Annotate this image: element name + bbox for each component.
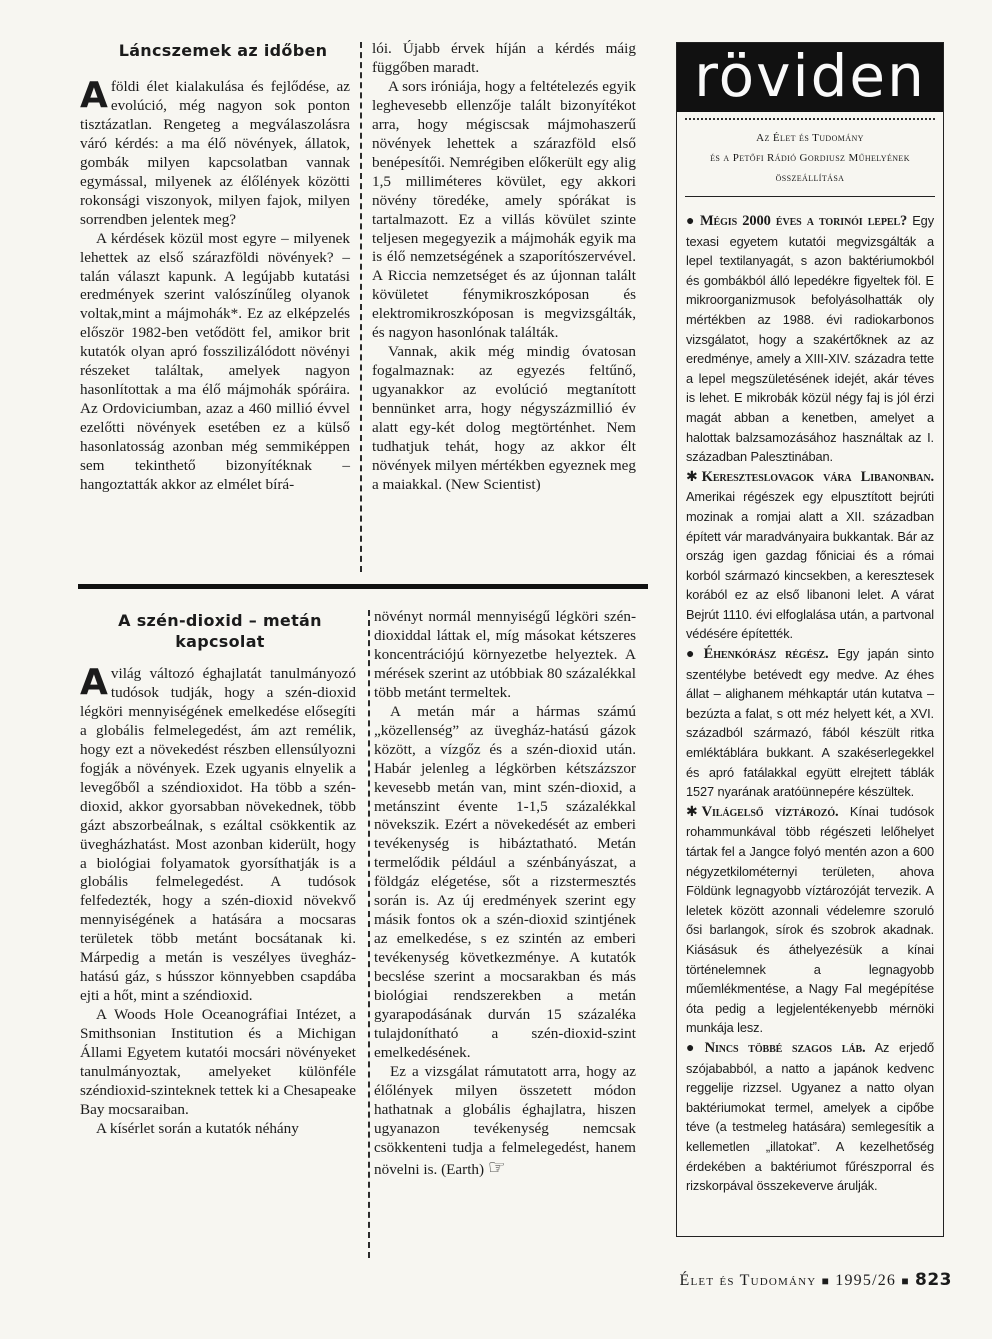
paragraph: Vannak, akik még mindig óvatosan fogalmaznak: az egyezés feltűnő, ugyanakkor az evolúció megtanított bennünket arra, hogy négyszázmillió év alatt egy-két dolog megtörténhet. Nem tudhatjuk tehát, hogy az akkor élt növények milyen mértékben egyeznek meg a maiakkal. (New Scientist) bbox=[372, 343, 636, 493]
news-item bbox=[686, 802, 934, 1038]
paragraph-text: Ez a vizsgálat rámutatott arra, hogy az élőlények milyen összetett módon hathatnak a globális éghajlatra, hiszen ugyanazon tevékenység nemcsak csökkenteni tudja a felmelegedést, hanem növelni is. (Earth) bbox=[374, 1062, 636, 1178]
dropcap: A bbox=[80, 75, 108, 116]
paragraph: A kísérlet során a kutatók néhány bbox=[96, 1119, 299, 1137]
news-item bbox=[686, 211, 934, 467]
asterisk-icon: ✱ bbox=[686, 467, 698, 484]
paragraph: világ változó éghajlatát tanulmányozó tudósok tudják, hogy a szén-dioxid légköri mennyiségének emelkedése elősegíti a globális felmelegedést, ám azt remélik, hogy ezt a növekedést részben ellensúlyozni fogják a növények. Ezek ugyanis elnyelik a levegőből a széndioxidot. Ha több a szén-dioxid, akkor gyorsabban növekednek, több gázt abszorbeálnak, s ezáltal csökkentik az üvegházhatást. Most azonban kiderült, hogy a biológiai folyamatok gyorsíthatják is a globális felmelegedést. A tudósok felfedezték, hogy a szén-dioxid növekvő mennyiségének a hatására a mocsaras területek több metánt bocsátanak ki. Márpedig a metán is veszélyes üvegház-hatású gáz, s hússzor könnyebben csapdába ejti a hőt, mint a széndioxid. bbox=[80, 665, 356, 1005]
asterisk-icon: ✱ bbox=[686, 802, 698, 819]
news-item bbox=[686, 1038, 934, 1196]
paragraph: földi élet kialakulása és fejlődése, az evolúció, még nagyon sok ponton tisztázatlan. Rengeteg a megválaszolásra váró kérdés: a ma élő növények, állatok, gombák milyen kapcsolatban vannak egymással, milyenek az élőlények közötti rokonsági viszonyok, milyen fajok, milyen sorrendben jelentek meg? bbox=[80, 78, 350, 228]
section-rule bbox=[78, 584, 648, 589]
article-2-col-1 bbox=[80, 662, 356, 1139]
news-item-heading: Éhenkórász régész. bbox=[703, 646, 829, 663]
article-2-headline: A szén-dioxid – metán kapcsolat bbox=[118, 611, 322, 651]
dotted-rule bbox=[685, 118, 935, 120]
paragraph: A Woods Hole Oceanográfiai Intézet, a Smithsonian Institution és a Michigan Állami Egyetem kutatói mocsári növényeket tanulmányoztak, amelyeket különféle széndioxid-szinteknek tettek ki a Chesapeake Bay mocsaraiban. bbox=[80, 1006, 356, 1118]
article-1-col-2 bbox=[372, 40, 636, 495]
news-item-text: Kínai tudósok rohammunkával több régészeti lelőhelyet tártak fel a Jangce folyó mentén azon a 600 négyzetkilométernyi területen, ahova Földünk legnagyobb víztározóját tervezik. A leletek között azonnali védelemre szoruló ősi barlangok, sírok és szobrok akadnak. Kiásásuk és áthelyezésük a kínai történelemnek a legnagyobb műemlékmentése, a Nagy Fal megépítése óta pedig a legjelentékenyebb mérnöki munkája lesz. bbox=[686, 803, 935, 1036]
article-1-col-1 bbox=[80, 75, 350, 495]
news-item-heading: Világelső víztározó. bbox=[701, 803, 839, 820]
page-number: 823 bbox=[915, 1270, 952, 1290]
news-item-heading: Nincs többé szagos láb. bbox=[704, 1039, 866, 1056]
paragraph: A metán már a hármas számú „közellenség” az üvegház-hatású gázok között, a vízgőz és a szén-dioxid után. Habár jelenleg a légkörben kétszázszor kevesebb metán van, mint szén-dioxid, a metánszint évente 1-1,5 százalékkal növekszik. Ezért a növekedését az emberi tevékenység is hibáztatható. Metán termelődik például a szénbányászat, a földgáz elégetése, sőt a rizstermesztés során is. Az új eredmények szerint egy másik fontos ok a szén-dioxid szintjének az emelkedése, s ez szintén az emberi tevékenység következménye. A kutatók becslése szerint a mocsarakban és más biológiai rendszerekben a metán gyarapodásának durván 15 százaléka tulajdonítható a szén-dioxid-szint emelkedésének. bbox=[374, 702, 636, 1061]
paragraph: A kérdések közül most egyre – milyenek lehettek az első szárazföldi növények? – talán választ kapunk. A legújabb kutatási eredmények szerint valószínűleg olyanok voltak,mint a májmohák*. Ez az elképzelés először 1982-ben vetődött fel, amikor brit kutatók olyan apró fosszilizálódott növényi részeket találtak, amelyek nagyon hasonlítottak a ma élő májmohák spóráira. Az Ordoviciumban, azaz a 460 millió évvel ezelőtti növények esetében ez a külső hasonlatosság azonban még semmiképpen sem tekinthető bizonyítéknak – hangoztatták akkor az elmélet bírá- bbox=[80, 229, 350, 494]
separator-square: ■ bbox=[821, 1274, 831, 1288]
magazine-name: Élet és Tudomány bbox=[679, 1272, 817, 1289]
paragraph: növényt normál mennyiségű légköri szén-dioxiddal láttak el, míg másokat kétszeres koncentrációjú környezetbe helyeztek. A mérések szerint az utóbbiak 80 százalékkal több metánt termeltek. bbox=[374, 608, 636, 701]
column-divider bbox=[368, 610, 370, 1258]
issue-number: 1995/26 bbox=[835, 1272, 897, 1289]
article-2-col-2 bbox=[374, 608, 636, 1180]
bullet-icon: ● bbox=[686, 1038, 701, 1055]
article-1-headline: Láncszemek az időben bbox=[118, 41, 328, 60]
bullet-icon: ● bbox=[686, 212, 696, 228]
news-item-text: Egy texasi egyetem kutatói megvizsgálták a lepel textilanyagát, s azon baktériumokból és gombákból álló lepedékre figyeltek föl. E mikroorganizmusok befolyásolhatták oly mértékben az 1988. évi radiokarbonos vizsgálatot, hogy a szakértőknek az az eredménye, amely a XIII-XIV. századra tette a lepel megszületésének idejét, akár téves is lehet. E mikrobák közül négy faj is jól érzi magát abban a kenetben, amelyet a halottak balzsamozásához használtak az I. században Palesztinában. bbox=[686, 213, 935, 465]
news-item-text: Az erjedő szójababból, a natto a japánok kedvenc reggelije rizzsel. Ugyanez a natto olyan baktériumokat termel, amelyek a cipőbe téve (a testmeleg hatására) semlegesítik a kellemetlen „illatokat”. A kezelhetőség érdekében a baktériumot fűrészporral és rizskorpával összekeverve árulják. bbox=[686, 1039, 934, 1194]
bullet-icon: ● bbox=[686, 645, 700, 662]
column-divider bbox=[360, 42, 362, 572]
news-item-heading: Mégis 2000 éves a torinói lepel? bbox=[699, 213, 908, 229]
separator-square: ■ bbox=[901, 1274, 910, 1288]
paragraph: lói. Újabb érvek híján a kérdés máig függőben maradt. bbox=[372, 40, 636, 76]
paragraph bbox=[374, 1063, 636, 1180]
dropcap: A bbox=[80, 662, 108, 703]
credit-line: összeállítása bbox=[775, 172, 845, 184]
news-items bbox=[677, 197, 943, 1196]
paragraph: A sors iróniája, hogy a feltételezés egyik leghevesebb ellenzője talált bizonyítékot arra, hogy mégiscsak májmohaszerű növények lehettek a szárazföld első benépesítői. Nemrégiben előkerült egy alig 1,5 milliméteres kövület, egy akkori növény töredéke, amely spórákat is tartalmazott. Ez a villás kövület szinte teljesen megegyezik a májmohák egyik ma is élő nemzetségének a szaporítószervével. A Riccia nemzetséget és az újonnan talált kövületet fénymikroszkóposan és elektromikroszkóposan is megvizsgálták, és nagyon hasonlónak találták. bbox=[372, 77, 636, 342]
sidebar-credit bbox=[677, 128, 943, 188]
credit-line: Az Élet és Tudomány bbox=[756, 132, 864, 144]
pointing-hand-icon: ☞ bbox=[487, 1154, 506, 1179]
news-item bbox=[686, 644, 934, 802]
news-item-text: Amerikai régészek egy elpusztított bejrúti mozinak a romjai alatt a XII. században épített vár maradványaira bukkantak. Bár az ország igen gazdag főniciai és a római korból származó kincsekben, a keresztesek korából ez az első libanoni lelet. A várat Bejrút 1110. évi elfoglalása után, a partvonal védésére építették. bbox=[686, 489, 934, 642]
roviden-sidebar bbox=[676, 42, 944, 1237]
news-item-heading: Kereszteslovagok vára Libanonban. bbox=[701, 468, 934, 485]
sidebar-title: röviden bbox=[677, 43, 943, 112]
credit-line: és a Petőfi Rádió Gordiusz Műhelyének bbox=[710, 152, 910, 164]
news-item bbox=[686, 467, 934, 644]
page-footer bbox=[540, 1270, 952, 1290]
news-item-text: Egy japán sinto szentélybe betévedt egy medve. Az éhes állat – alighanem méhkaptár után kutatva – bezúzta a falat, s ott méz helyett két, a XVI. századból származó, fából készült ritka emléktáblára bukkant. A szakéserlegekkel és apró fatálakkal együtt elrejtett táblák 1527 nyarának aratóünnepére készültek. bbox=[686, 646, 934, 800]
